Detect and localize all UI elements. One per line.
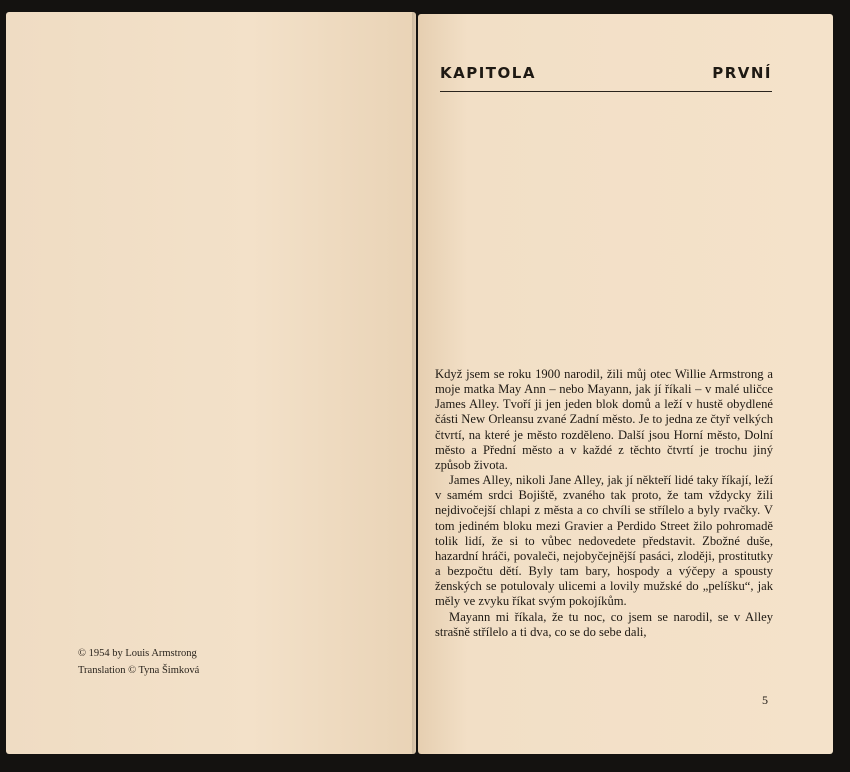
- copyright-notice: [78, 645, 298, 679]
- header-rule: [440, 91, 772, 92]
- right-page: [418, 14, 833, 754]
- left-page: [6, 12, 416, 754]
- chapter-number: PRVNÍ: [712, 64, 772, 82]
- chapter-label: KAPITOLA: [440, 64, 536, 82]
- chapter-body: [435, 367, 773, 640]
- paragraph: Když jsem se roku 1900 narodil, žili můj otec Willie Armstrong a moje matka May Ann – nebo Mayann, jak jí říkali – v malé uličce James Alley. Tvoří ji jen jeden blok domů a leží v hustě obydlené části New Orleansu zvané Zadní město. Je to jedna ze čtyř velkých čtvrtí, na které je město rozděleno. Další jsou Horní město, Dolní město a Přední město a v každé z těchto čtvrtí je trochu jiný způsob života.: [435, 367, 773, 472]
- copyright-line-translation: Translation © Tyna Šimková: [78, 665, 200, 676]
- page-number: 5: [762, 693, 768, 707]
- paragraph: James Alley, nikoli Jane Alley, jak jí někteří lidé taky říkají, leží v samém srdci Bojiště, zvaného tak proto, že tam vždycky žili nejdivočejší chlapi z města a co chvíli se střílelo a byly rvačky. V tom jediném bloku mezi Gravier a Perdido Street žilo pohromadě tolik lidí, že si to vůbec nedovedete představit. Zbožné duše, hazardní hráči, povaleči, nejobyčejnější pasáci, zloději, prostitutky a bezpočtu dětí. Byly tam bary, hospody a výčepy a spousty ženských se potulovaly ulicemi a lovily mužské do „pelíšku“, jak měly ve zvyku říkat svým pokojíkům.: [435, 473, 773, 609]
- paragraph: Mayann mi říkala, že tu noc, co jsem se narodil, se v Alley strašně střílelo a ti dva, co se do sebe dali,: [435, 609, 773, 639]
- chapter-header: [440, 64, 772, 82]
- copyright-line-author: © 1954 by Louis Armstrong: [78, 648, 197, 659]
